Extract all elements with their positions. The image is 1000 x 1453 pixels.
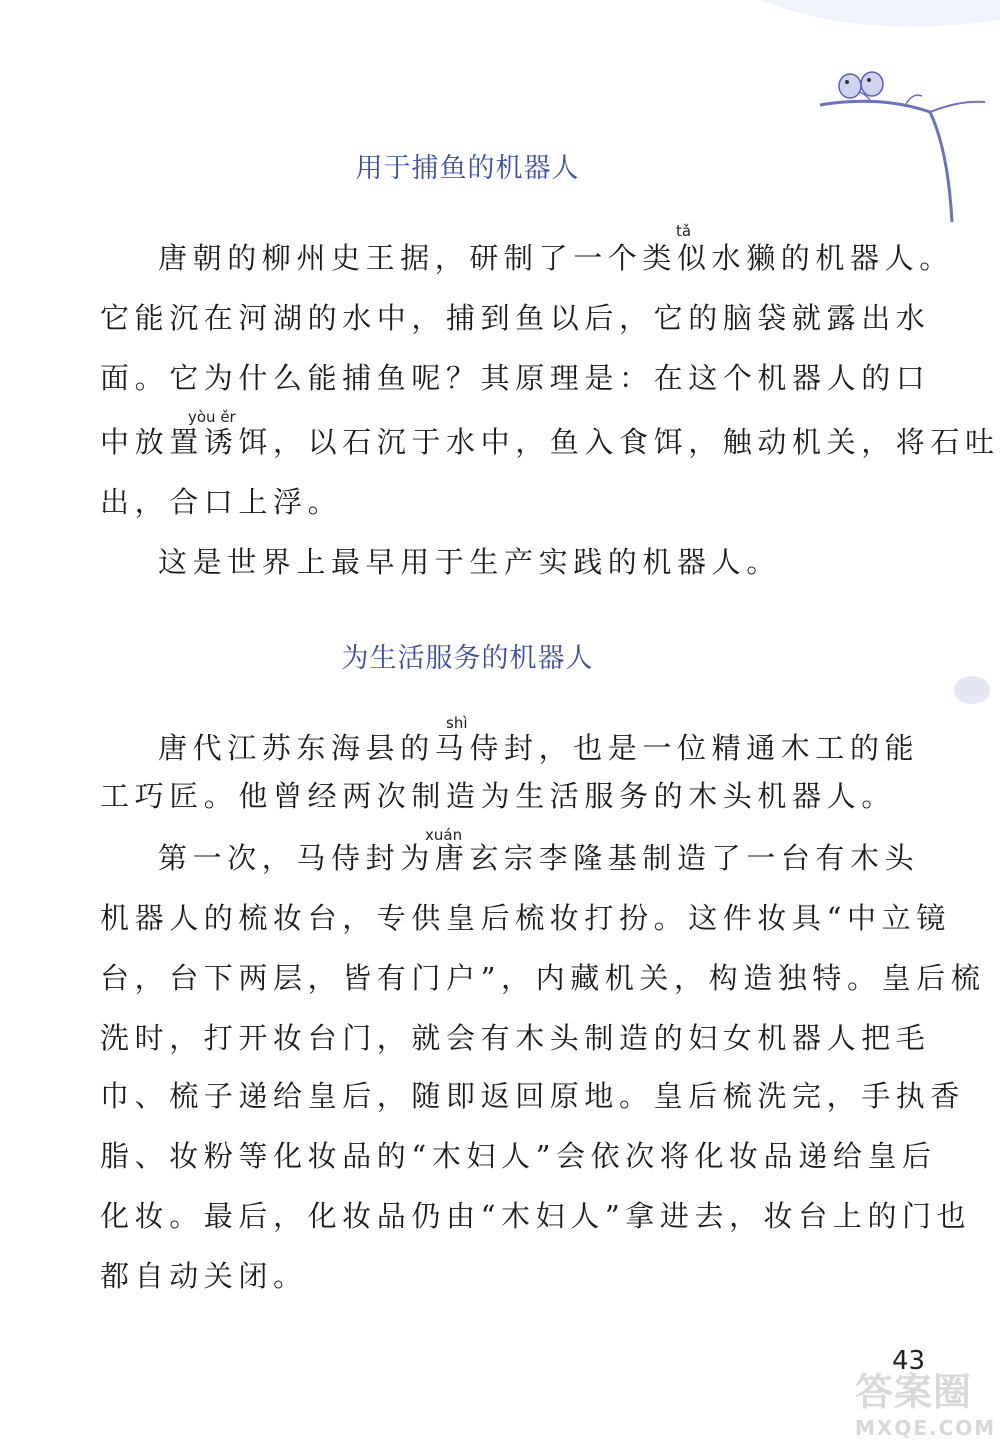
text-line: 洗时，打开妆台门，就会有木头制造的妇女机器人把毛 xyxy=(100,1021,931,1055)
text-line: 唐代江苏东海县的马侍封，也是一位精通木工的能 xyxy=(158,731,920,765)
text-line: 工巧匠。他曾经两次制造为生活服务的木头机器人。 xyxy=(100,779,896,813)
text-line: 这是世界上最早用于生产实践的机器人。 xyxy=(158,545,781,579)
text-line: 出，合口上浮。 xyxy=(100,485,343,519)
text-line: 脂、妆粉等化妆品的“木妇人”会依次将化妆品递给皇后 xyxy=(100,1139,937,1173)
text-line: 面。它为什么能捕鱼呢？其原理是：在这个机器人的口 xyxy=(100,361,931,395)
page-number: 43 xyxy=(892,1346,926,1376)
pinyin-annotation: yòu ěr xyxy=(188,408,236,426)
text-line: 都自动关闭。 xyxy=(100,1259,308,1293)
text-line: 台，台下两层，皆有门户”，内藏机关，构造独特。皇后梳 xyxy=(100,961,986,995)
section-heading: 用于捕鱼的机器人 xyxy=(355,153,580,184)
watermark xyxy=(855,1368,997,1448)
text-line: 唐朝的柳州史王据，研制了一个类似水獭的机器人。 xyxy=(158,241,954,275)
text-line: 机器人的梳妆台，专供皇后梳妆打扮。这件妆具“中立镜 xyxy=(100,901,951,935)
watermark-en: MXQE.COM xyxy=(855,1416,997,1440)
text-line: 化妆。最后，化妆品仍由“木妇人”拿进去，妆台上的门也 xyxy=(100,1199,972,1233)
text-line: 第一次，马侍封为唐玄宗李隆基制造了一台有木头 xyxy=(158,841,920,875)
section-heading: 为生活服务的机器人 xyxy=(341,643,594,674)
text-line: 它能沉在河湖的水中，捕到鱼以后，它的脑袋就露出水 xyxy=(100,301,931,335)
pinyin-annotation: xuán xyxy=(425,826,463,844)
text-line: 中放置诱饵，以石沉于水中，鱼入食饵，触动机关，将石吐 xyxy=(100,425,1000,459)
pinyin-annotation: tǎ xyxy=(676,222,692,240)
text-line: 巾、梳子递给皇后，随即返回原地。皇后梳洗完，手执香 xyxy=(100,1079,966,1113)
watermark-cn: 答案圈 xyxy=(855,1370,973,1414)
pinyin-annotation: shì xyxy=(446,714,468,732)
